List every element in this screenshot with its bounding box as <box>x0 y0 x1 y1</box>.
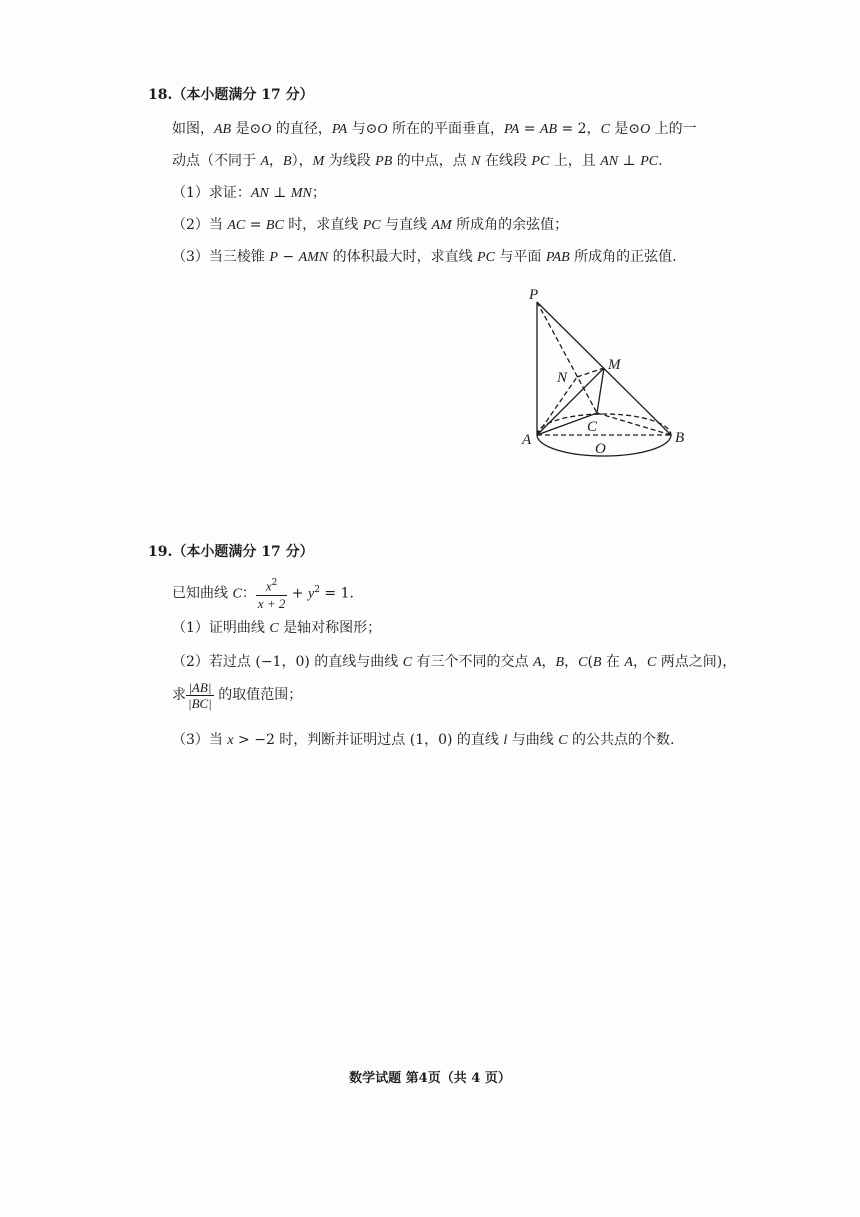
label-B: B <box>675 430 685 446</box>
q19-part3: （3）当 x > −2 时，判断并证明过点 (1，0) 的直线 l 与曲线 C 的公共点的个数. <box>172 732 675 748</box>
base-ellipse-back <box>537 414 671 435</box>
q19-part1: （1）证明曲线 C 是轴对称图形； <box>172 620 382 636</box>
label-P: P <box>529 287 539 303</box>
q18-geometry-figure <box>515 285 705 470</box>
q18-stem-line1: 如图，AB 是⊙O 的直径，PA 与⊙O 所在的平面垂直，PA = AB = 2，C 是⊙O 上的一 <box>172 121 697 137</box>
label-O: O <box>595 441 606 457</box>
label-A: A <box>522 432 532 448</box>
edge-PC <box>537 302 597 413</box>
label-M: M <box>608 357 621 373</box>
q18-part1: （1）求证：AN ⊥ MN； <box>172 185 326 201</box>
label-C: C <box>587 419 598 435</box>
page-footer: 数学试题 第4页（共 4 页） <box>349 1071 511 1086</box>
q19-part2-question: 求 $\frac{|AB|}{|BC|}$ 的取值范围； <box>172 679 303 711</box>
label-N: N <box>557 370 568 386</box>
q18-stem-line2: 动点（不同于 A，B），M 为线段 PB 的中点，点 N 在线段 PC 上，且 AN ⊥ PC. <box>172 153 663 169</box>
q19-stem: 已知曲线 C： $\frac{x^2}{x + 2}$ + $y^2 = 1$. <box>172 578 354 611</box>
ratio-fraction: $\frac{|AB|}{|BC|}$ <box>188 679 212 711</box>
q18-part3: （3）当三棱锥 P − AMN 的体积最大时，求直线 PC 与平面 PAB 所成角的正弦值. <box>172 249 677 265</box>
q19-header: 19.（本小题满分 17 分） <box>148 544 314 560</box>
q18-header: 18.（本小题满分 17 分） <box>148 87 314 103</box>
curve-fraction: $\frac{x^2}{x + 2}$ <box>257 578 286 611</box>
q19-part2: （2）若过点 (−1，0) 的直线与曲线 C 有三个不同的交点 A，B，C(B 在 A，C 两点之间)， <box>172 654 737 670</box>
q18-part2: （2）当 AC = BC 时，求直线 PC 与直线 AM 所成角的余弦值； <box>172 217 569 233</box>
